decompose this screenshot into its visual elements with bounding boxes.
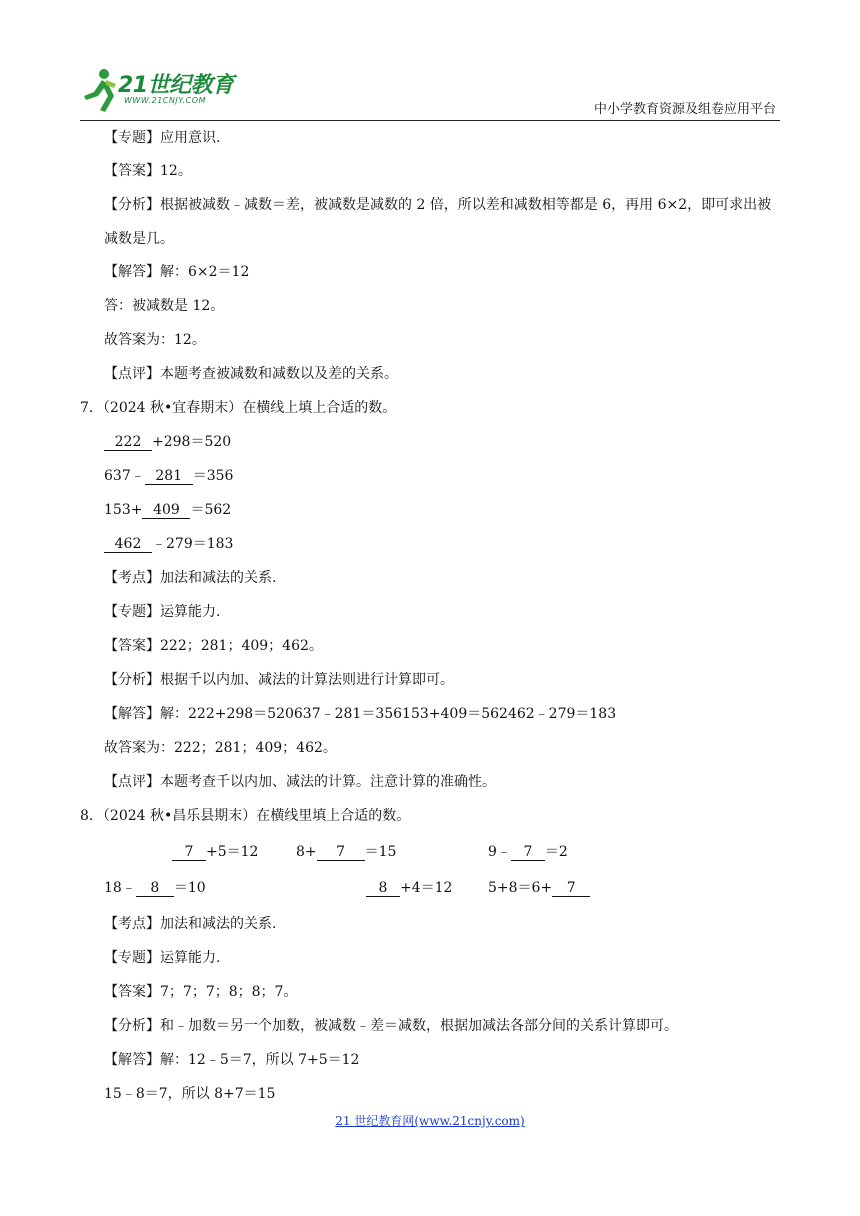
row-post: ＝356 [192, 468, 234, 484]
logo-subtext: WWW.21CNJY.COM [124, 96, 206, 105]
row-pre: 5+8＝6+ [488, 880, 553, 896]
q7-answer: 【答案】222；281；409；462。 [104, 638, 323, 654]
q8-solution: 【解答】解：12﹣5＝7，所以 7+5＝12 [104, 1052, 360, 1068]
row-post: +5＝12 [206, 844, 259, 860]
q8-row1-item-1 [172, 842, 258, 862]
fill-blank: 8 [366, 880, 400, 897]
q8-row2-item-1 [104, 878, 206, 898]
page-footer [0, 1112, 860, 1129]
fill-blank: 8 [136, 880, 174, 897]
logo-text: 21世纪教育 [118, 73, 234, 98]
page-header [80, 62, 780, 121]
q6-analysis: 【分析】根据被减数﹣减数＝差，被减数是减数的 2 倍，所以差和减数相等都是 6，再用 6×2，即可求出被减数是几。 [104, 197, 772, 247]
q6-comment: 【点评】本题考查被减数和减数以及差的关系。 [104, 366, 398, 382]
fill-blank: 7 [317, 844, 365, 861]
platform-name: 中小学教育资源及组卷应用平台 [593, 102, 776, 117]
fill-blank: 7 [511, 844, 545, 861]
q8-row1-item-3 [488, 842, 568, 862]
q6-answer: 【答案】12。 [104, 163, 192, 179]
q8-row2-item-2 [366, 878, 452, 898]
fill-blank: 7 [552, 880, 590, 897]
footer-link[interactable]: 21 世纪教育网(www.21cnjy.com) [335, 1114, 525, 1128]
row-pre: 637﹣ [104, 468, 145, 484]
q8-row2-item-3 [488, 878, 590, 898]
q6-solution: 【解答】解：6×2＝12 [104, 264, 250, 280]
q6-final: 故答案为：12。 [104, 332, 206, 348]
row-pre: 153+ [104, 502, 143, 518]
logo [80, 64, 255, 116]
q7-point: 【考点】加法和减法的关系. [104, 570, 277, 586]
runner-logo-icon [80, 66, 120, 114]
q7-final: 故答案为：222；281；409；462。 [104, 740, 337, 756]
q7-row-3 [104, 500, 231, 520]
fill-blank: 7 [172, 844, 206, 861]
q7-comment: 【点评】本题考查千以内加、减法的计算。注意计算的准确性。 [104, 774, 496, 790]
q8-row1-item-2 [296, 842, 396, 862]
q7-row-2 [104, 466, 233, 486]
row-post: ＝15 [364, 844, 397, 860]
row-pre: 18﹣ [104, 880, 136, 896]
row-post: ﹣279＝183 [152, 536, 234, 552]
row-post: ＝10 [173, 880, 206, 896]
q6-reply: 答：被减数是 12。 [104, 298, 225, 314]
fill-blank: 462 [104, 536, 152, 553]
q8-analysis: 【分析】和﹣加数＝另一个加数，被减数﹣差＝减数，根据加减法各部分间的关系计算即可。 [104, 1018, 678, 1034]
q8-topic: 【专题】运算能力. [104, 950, 221, 966]
q7-topic: 【专题】运算能力. [104, 604, 221, 620]
q7-solution: 【解答】解：222+298＝520637﹣281＝356153+409＝562462﹣279＝183 [104, 706, 617, 722]
row-pre: 8+ [296, 844, 317, 860]
row-post: ＝2 [544, 844, 568, 860]
q7-row-1 [104, 432, 231, 452]
row-post: ＝562 [190, 502, 232, 518]
fill-blank: 281 [145, 468, 193, 485]
q8-solution-2: 15﹣8＝7，所以 8+7＝15 [104, 1086, 276, 1102]
q8-answer: 【答案】7；7；7；8；8；7。 [104, 984, 298, 1000]
q7-title: 7．（2024 秋•宜春期末）在横线上填上合适的数。 [80, 400, 397, 416]
q8-point: 【考点】加法和减法的关系. [104, 916, 277, 932]
row-post: +4＝12 [400, 880, 453, 896]
q7-row-4 [104, 534, 233, 554]
q8-title: 8．（2024 秋•昌乐县期末）在横线里填上合适的数。 [80, 808, 411, 824]
fill-blank: 222 [104, 434, 152, 451]
row-pre: 9﹣ [488, 844, 511, 860]
row-post: +298＝520 [152, 434, 232, 450]
q7-analysis: 【分析】根据千以内加、减法的计算法则进行计算即可。 [104, 672, 454, 688]
q6-topic: 【专题】应用意识. [104, 130, 221, 146]
fill-blank: 409 [142, 502, 190, 519]
